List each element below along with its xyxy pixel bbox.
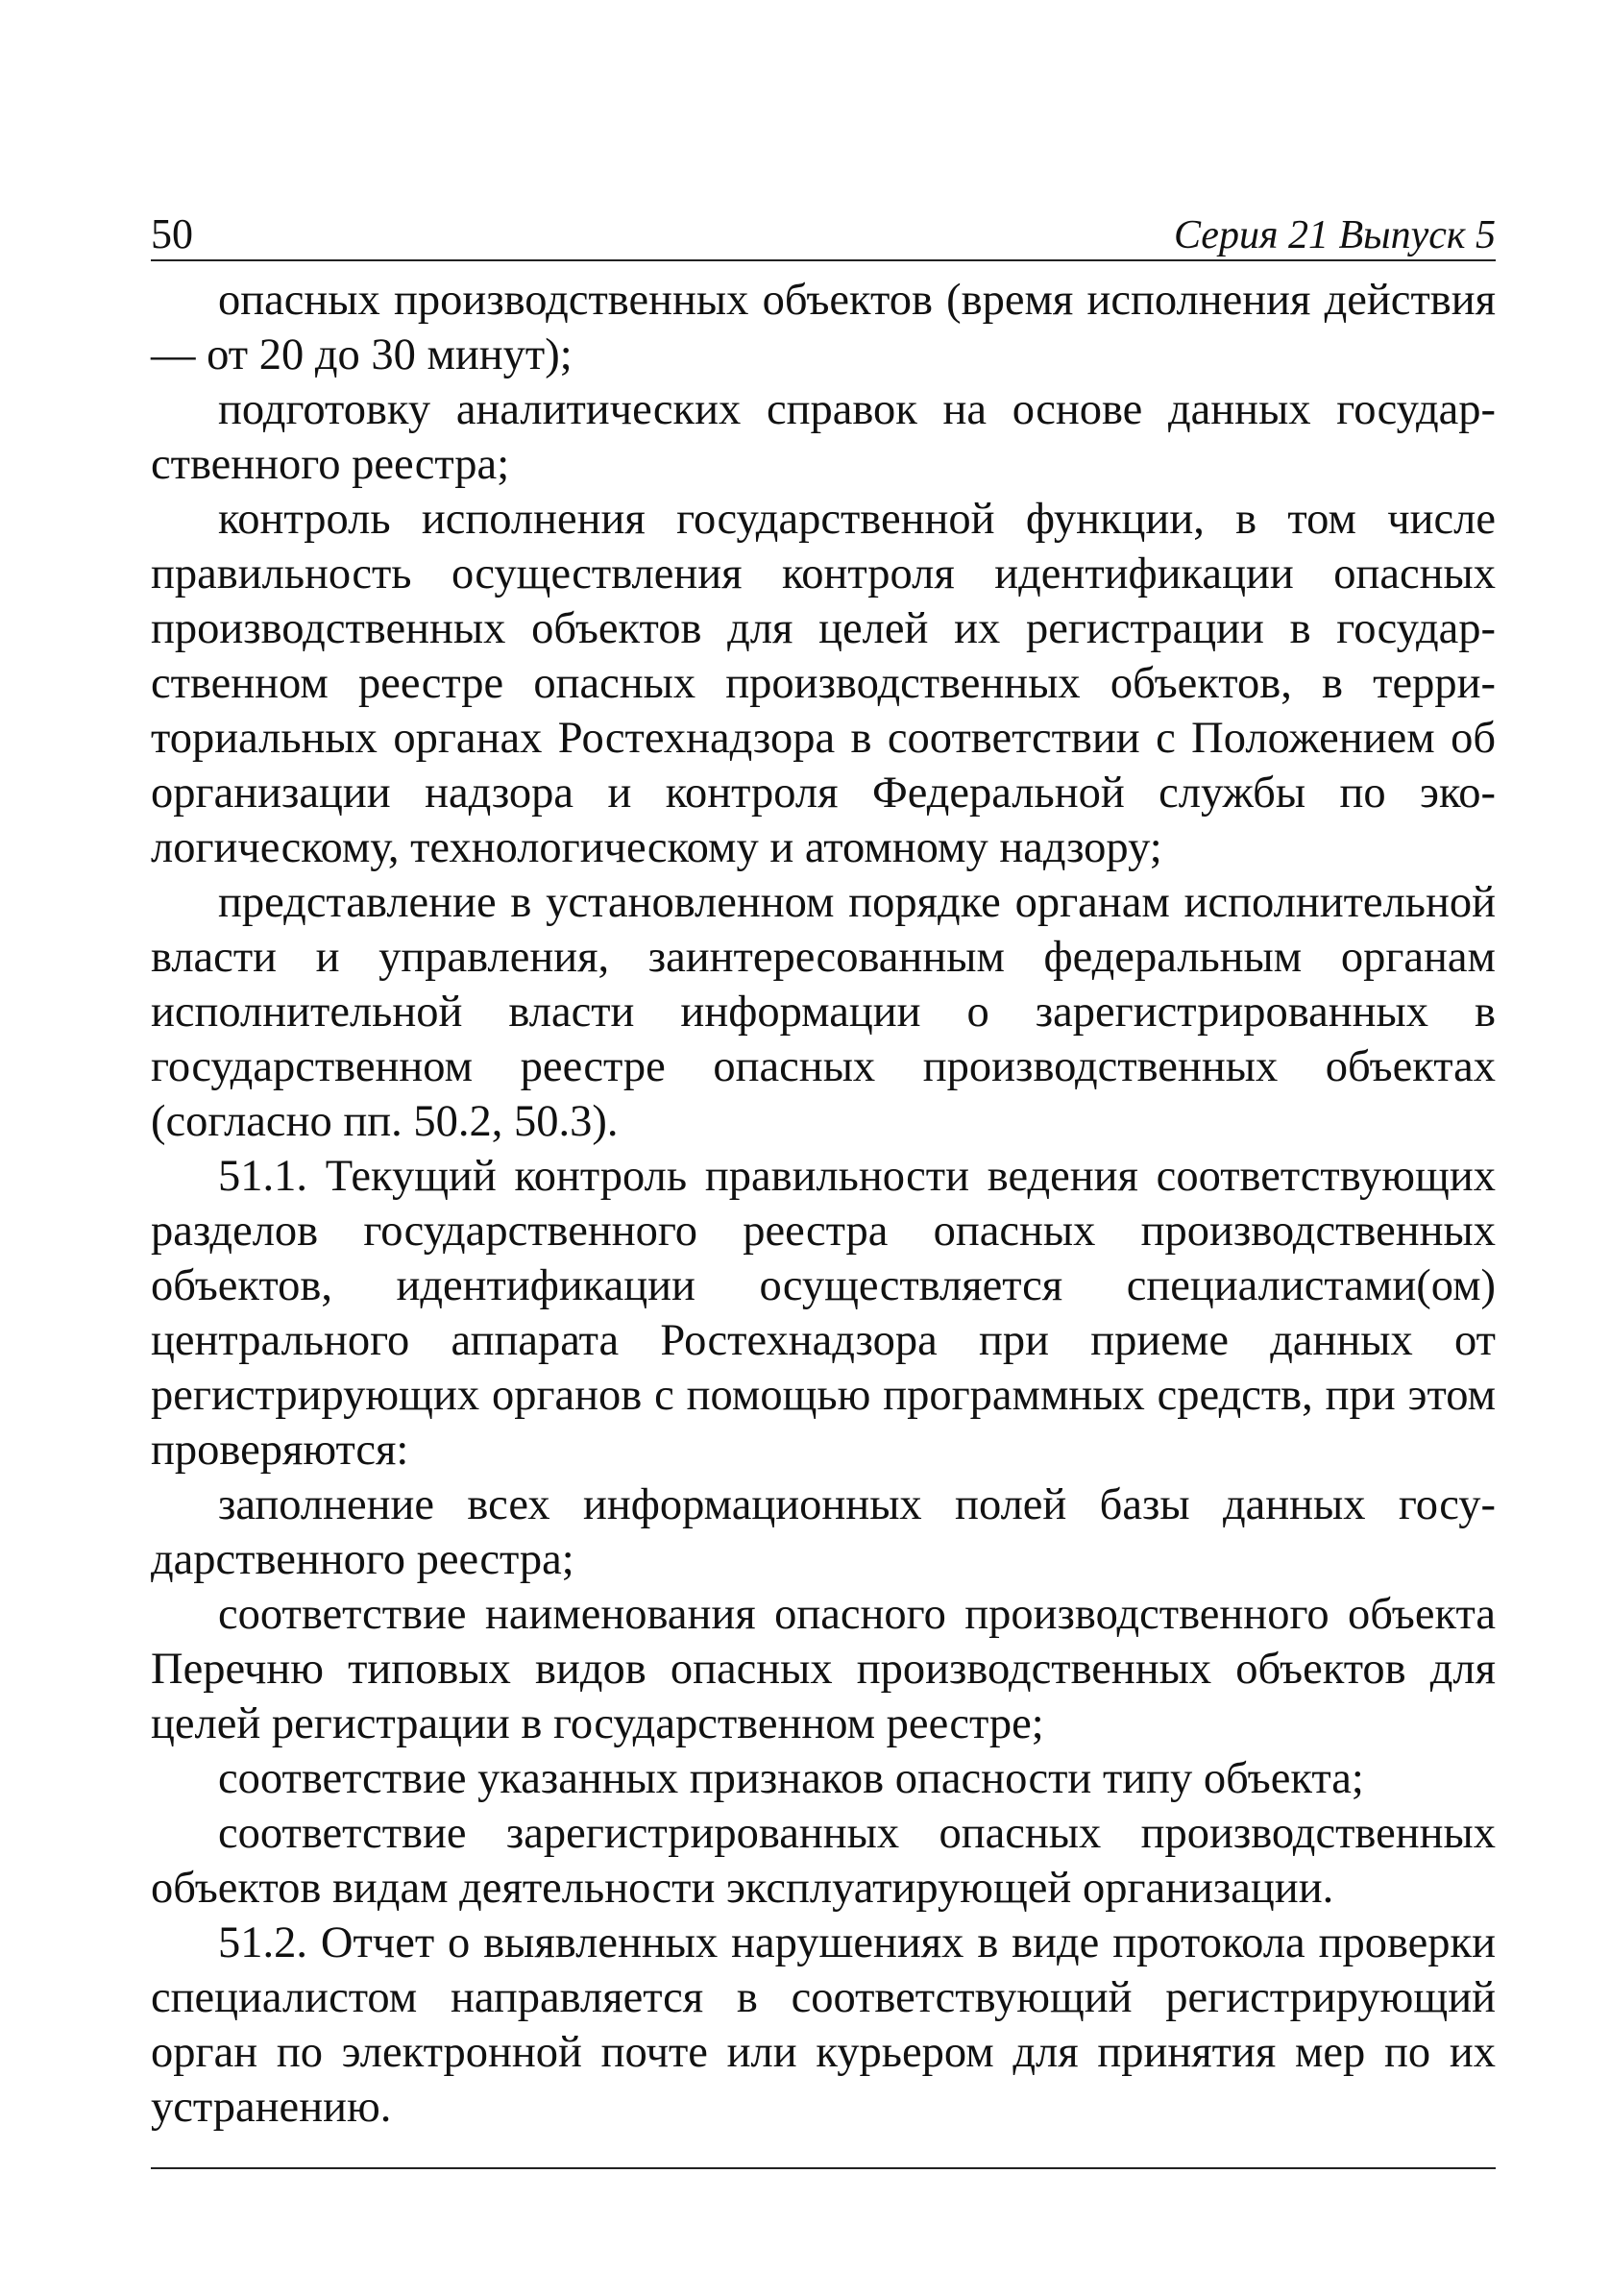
paragraph: подготовку аналитических справок на основе данных государственного реестра; [151,385,1496,489]
document-page [151,202,1496,2169]
bottom-rule [151,2167,1496,2169]
paragraph: соответствие наименования опасного производственного объекта Перечню типовых видов опасных производственных объектов для целей регистрации в государственном реестре; [151,1590,1496,1748]
series-title: Серия 21 Выпуск 5 [1174,213,1496,257]
paragraph: соответствие указанных признаков опасности типу объекта; [218,1754,1364,1803]
paragraph: опасных производственных объектов (время исполнения действия — от 20 до 30 минут); [151,276,1496,379]
page-number: 50 [151,210,193,257]
running-header [151,202,1496,261]
paragraph: контроль исполнения государственной функции, в том числе правильность осуществления контроля идентификации опасных производственных объектов для целей их регистрации в государственном реестре опасных производственных объектов, в территориальных органах Ростехнадзора в соответствии с Положением об организации надзора и контроля Федеральной службы по экологическому, технологическому и атомному надзору; [151,495,1496,872]
paragraph: соответствие зарегистрированных опасных производственных объектов видам деятельности эксплуатирующей организации. [151,1809,1496,1913]
paragraph: 51.1. Текущий контроль правильности ведения соответствующих разделов государственного реестра опасных производственных объектов, идентификации осуществляется специалистами(ом) центрального аппарата Ростехнадзора при приеме данных от регистрирующих органов с помощью программных средств, при этом проверяются: [151,1152,1496,1475]
body-text [151,273,1496,2135]
paragraph: представление в установленном порядке органам исполнительной власти и управления, заинтересованным федеральным органам исполнительной власти информации о зарегистрированных в государственном реестре опасных производственных объектах (согласно пп. 50.2, 50.3). [151,878,1496,1146]
paragraph: 51.2. Отчет о выявленных нарушениях в виде протокола проверки специалистом направляется в соответствующий регистрирующий орган по электронной почте или курьером для принятия мер по их устранению. [151,1918,1496,2132]
paragraph: заполнение всех информационных полей базы данных государственного реестра; [151,1480,1496,1584]
